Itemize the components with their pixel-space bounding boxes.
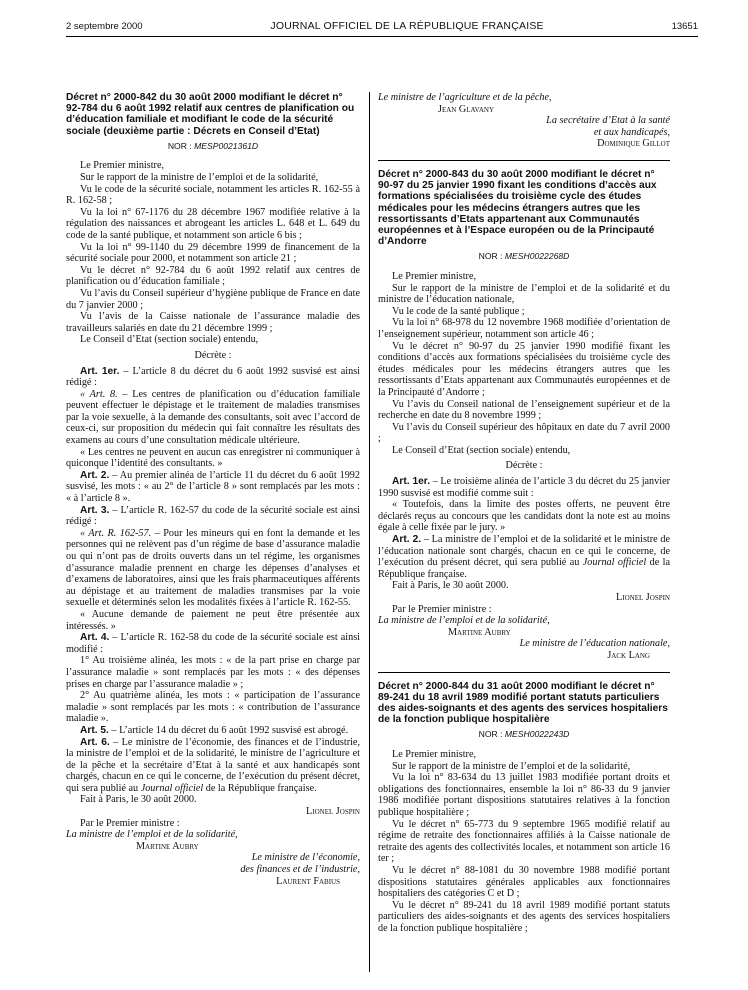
- minister-name: Jean Glavany: [438, 103, 495, 115]
- visa-line: Le Conseil d’Etat (section sociale) entendu,: [392, 444, 571, 456]
- visa-line: Vu la loi n° 68-978 du 12 novembre 1968 modifiée d’orientation de l’enseignement supérieur, notamment son article 46 ;: [378, 317, 670, 340]
- visa-line: Vu le décret n° 88-1081 du 30 novembre 1988 modifié portant dispositions statutaires générales applicables aux fonctionnaires hospitaliers des catégories C et D ;: [378, 864, 670, 900]
- visa-line: Vu l’avis du Conseil supérieur d’hygiène publique de France en date du 7 janvier 2000 ;: [66, 287, 360, 311]
- minister-title: Le ministre de l’éducation nationale,: [519, 638, 670, 650]
- decrete-heading: Décrète :: [505, 460, 543, 472]
- article-1-quote-2: « Les centres ne peuvent en aucun cas enregistrer ni communiquer à quiconque l’identité des consultants. »: [66, 446, 360, 470]
- article-1-quote: « Art. 8. – Les centres de planification ou d’éducation familiale peuvent effectuer le dépistage et le traitement de maladies transmises par la voie sexuelle, à la demande des consultants, soit avec l’accord de ceux-ci, sur proposition du médecin qui fait connaître les résultats des examens au cours d’une consultation médicale ultérieure.: [66, 388, 360, 447]
- minister-title: La ministre de l’emploi et de la solidarité,: [378, 615, 550, 627]
- visa-line: Le Premier ministre,: [80, 160, 165, 172]
- visa-line: Vu le décret n° 89-241 du 18 avril 1989 modifié portant statuts particuliers des aides-soignants et des agents des services hospitaliers de la fonction publique hospitalière ;: [378, 899, 670, 934]
- minister-title: La secrétaire d’Etat à la santé: [546, 115, 670, 127]
- nor-code: MESP0021361D: [194, 140, 259, 151]
- article-label: Art. 6.: [80, 736, 110, 748]
- right-column: [378, 92, 670, 934]
- header-page-number: 13651: [671, 20, 698, 32]
- article-label: Art. 2.: [80, 469, 110, 481]
- minister-name: Dominique Gillot: [597, 138, 670, 150]
- article-label: Art. 1er.: [392, 476, 431, 488]
- visa-line: Vu la loi n° 67-1176 du 28 décembre 1967 modifiée relative à la régulation des naissances et abrogeant les articles L. 648 et L. 649 du code de la santé publique, et notamment son article 6 bis ;: [66, 206, 360, 241]
- article-2: Art. 2. – La ministre de l’emploi et de la solidarité et le ministre de l’éducation nationale sont chargés, chacun en ce qui le concerne, de l’exécution du présent décret, qui sera publié au Journal officiel de la République française.: [378, 534, 671, 580]
- visa-line: Vu la loi n° 83-634 du 13 juillet 1983 modifiée portant droits et obligations des fonctionnaires, ensemble la loi n° 86-33 du 9 janvier 1986 modifiée portant dispositions statutaires relatives à la fonction publique hospitalière ;: [378, 772, 670, 818]
- decrete-heading: Décrète :: [194, 349, 232, 361]
- visa-line: Sur le rapport de la ministre de l’emploi et de la solidarité,: [392, 760, 631, 772]
- decree-842-title: Décret n° 2000-842 du 30 août 2000 modifiant le décret n° 92-784 du 6 août 1992 relatif aux centres de planification ou d’éducation familiale et modifiant le code de la sécurité sociale (deuxième partie : Décrets en Conseil d’Etat): [66, 92, 355, 137]
- visa-line: Le Premier ministre,: [392, 270, 477, 282]
- article-4-item-2: 2° Au quatrième alinéa, les mots : « participation de l’assurance maladie » sont remplacés par les mots : « contribution de l’assurance maladie ».: [66, 690, 360, 725]
- visa-line: Sur le rapport de la ministre de l’emploi et de la solidarité,: [80, 172, 319, 183]
- article-label: Art. 1er.: [80, 365, 120, 377]
- article-4-item-1: 1° Au troisième alinéa, les mots : « de la part prise en charge par l’assurance maladie » sont remplacés par les mots : « des dépenses prises en charge par l’assurance maladie » ;: [66, 655, 360, 690]
- visa-line: Vu l’avis de la Caisse nationale de l’assurance maladie des travailleurs salariés en date du 21 décembre 1999 ;: [66, 311, 360, 334]
- minister-name: Martine Aubry: [448, 626, 511, 638]
- visa-line: Vu le décret n° 90-97 du 25 janvier 1990 modifié fixant les conditions d’accès aux formations spécialisées du troisième cycle des études médicales pour les médecins étrangers autres que les ressortissants d’Etats appartenant aux Communautés européennes et de la Principauté d’Andorre ;: [378, 340, 670, 398]
- minister-title: Le ministre de l’agriculture et de la pêche,: [378, 92, 552, 103]
- header-journal-title: JOURNAL OFFICIEL DE LA RÉPUBLIQUE FRANÇAISE: [270, 20, 544, 32]
- par-premier-ministre: Par le Premier ministre :: [80, 817, 180, 829]
- fait-a-paris: Fait à Paris, le 30 août 2000.: [392, 580, 509, 592]
- visa-line: Vu la loi n° 99-1140 du 29 décembre 1999 de financement de la sécurité sociale pour 2000, et notamment son article 21 ;: [66, 241, 360, 265]
- visa-line: Vu le décret n° 92-784 du 6 août 1992 relatif aux centres de planification ou d’éducation familiale ;: [66, 264, 360, 288]
- article-6: Art. 6. – Le ministre de l’économie, des finances et de l’industrie, la ministre de l’emploi et de la solidarité, le ministre de l’agriculture et de la pêche et la secrétaire d’Etat à la santé et aux handicapés sont chargés, chacun en ce qui le concerne, de l’exécution du présent décret, qui sera publié au Journal officiel de la République française.: [66, 736, 361, 794]
- visa-line: Le Conseil d’Etat (section sociale) entendu,: [80, 334, 259, 346]
- visa-line: Le Premier ministre,: [392, 748, 477, 760]
- article-4: Art. 4. – L’article R. 162-58 du code de la sécurité sociale est ainsi modifié :: [66, 632, 360, 655]
- article-label: Art. 2.: [392, 534, 422, 546]
- visa-line: Vu l’avis du Conseil national de l’enseignement supérieur et de la recherche en date du 8 novembre 1999 ;: [378, 398, 670, 422]
- article-label: Art. 3.: [80, 504, 110, 516]
- minister-name: Jack Lang: [607, 649, 650, 661]
- article-3-quote-2: « Aucune demande de paiement ne peut être présentée aux intéressés. »: [66, 608, 360, 632]
- visa-line: Vu le code de la sécurité sociale, notamment les articles R. 162-55 à R. 162-58 ;: [66, 183, 360, 207]
- article-label: Art. 5.: [80, 724, 109, 736]
- article-label: Art. 4.: [80, 632, 110, 644]
- article-1: Art. 1er. – L’article 8 du décret du 6 août 1992 susvisé est ainsi rédigé :: [66, 365, 360, 389]
- page-header: [66, 18, 698, 34]
- minister-title: Le ministre de l’économie,: [251, 852, 360, 864]
- minister-title: des finances et de l’industrie,: [240, 864, 360, 876]
- header-rule: [66, 36, 698, 37]
- minister-title: La ministre de l’emploi et de la solidarité,: [66, 829, 238, 841]
- signature-pm: Lionel Jospin: [306, 806, 360, 818]
- par-premier-ministre: Par le Premier ministre :: [392, 603, 492, 615]
- article-3: Art. 3. – L’article R. 162-57 du code de la sécurité sociale est ainsi rédigé :: [66, 504, 360, 528]
- minister-name: Laurent Fabius: [276, 875, 340, 887]
- header-date: 2 septembre 2000: [66, 20, 143, 32]
- article-2: Art. 2. – Au premier alinéa de l’article 11 du décret du 6 août 1992 susvisé, les mots : « au 2° de l’article 8 » sont remplacés par les mots : « à l’article 8 ».: [66, 469, 360, 505]
- column-divider: [369, 92, 370, 972]
- decree-842-nor: [66, 141, 360, 153]
- left-column: [66, 92, 360, 887]
- visa-line: Sur le rapport de la ministre de l’emploi et de la solidarité et du ministre de l’éducation nationale,: [378, 282, 670, 306]
- decree-844-nor: NOR : MESH0022243D: [478, 729, 570, 740]
- article-5: Art. 5. – L’article 14 du décret du 6 août 1992 susvisé est abrogé.: [80, 724, 349, 736]
- decree-844-title: Décret n° 2000-844 du 31 août 2000 modifiant le décret n° 89-241 du 18 avril 1989 modifié portant statuts particuliers des aides-soignants et des agents des services hospitaliers de la fonction publique hospitalière: [378, 680, 668, 726]
- article-1: Art. 1er. – Le troisième alinéa de l’article 3 du décret du 25 janvier 1990 susvisé est modifié comme suit :: [378, 476, 670, 499]
- visa-line: Vu le décret n° 65-773 du 9 septembre 1965 modifié relatif au régime de retraite des fonctionnaires affiliés à la Caisse nationale de retraite des agents des collectivités locales, et notamment son article 16 ter ;: [378, 818, 670, 865]
- nor-label: NOR :: [167, 140, 192, 151]
- decree-843-title: Décret n° 2000-843 du 30 août 2000 modifiant le décret n° 90-97 du 25 janvier 1990 fixant les conditions d’accès aux formations spécialisées du troisième cycle des études médicales pour les médecins étrangers autres que les ressortissants d’Etats appartenant aux Communautés européennes et à l’Espace européen ou de la Principauté d’Andorre: [378, 168, 657, 248]
- section-separator: [378, 160, 670, 161]
- minister-title: et aux handicapés,: [593, 126, 670, 138]
- minister-name: Martine Aubry: [136, 840, 199, 852]
- fait-a-paris: Fait à Paris, le 30 août 2000.: [80, 794, 197, 806]
- section-separator: [378, 672, 670, 673]
- article-3-quote: « Art. R. 162-57. – Pour les mineurs qui en font la demande et les personnes qui ne relèvent pas d’un régime de base d’assurance maladie ou qui n’ont pas de droits ouverts dans un tel régime, les organismes d’assurance maladie prennent en charge les dépenses d’analyses et d’examens de laboratoires, ainsi que les frais pharmaceutiques afférents au dépistage et au traitement de maladies transmises par la voie sexuelle et déterminés selon les modalités fixées à l’article R. 162-55.: [66, 527, 361, 609]
- article-1-quote: « Toutefois, dans la limite des postes offerts, ne peuvent être déclarés reçus au concours que les candidats dont la note est au moins égale à celle fixée par le jury. »: [378, 499, 670, 534]
- signature-pm: Lionel Jospin: [616, 592, 670, 604]
- visa-line: Vu l’avis du Conseil supérieur des hôpitaux en date du 7 avril 2000 ;: [378, 421, 670, 445]
- decree-843-nor: NOR : MESH0022268D: [478, 251, 570, 262]
- visa-line: Vu le code de la santé publique ;: [392, 305, 525, 317]
